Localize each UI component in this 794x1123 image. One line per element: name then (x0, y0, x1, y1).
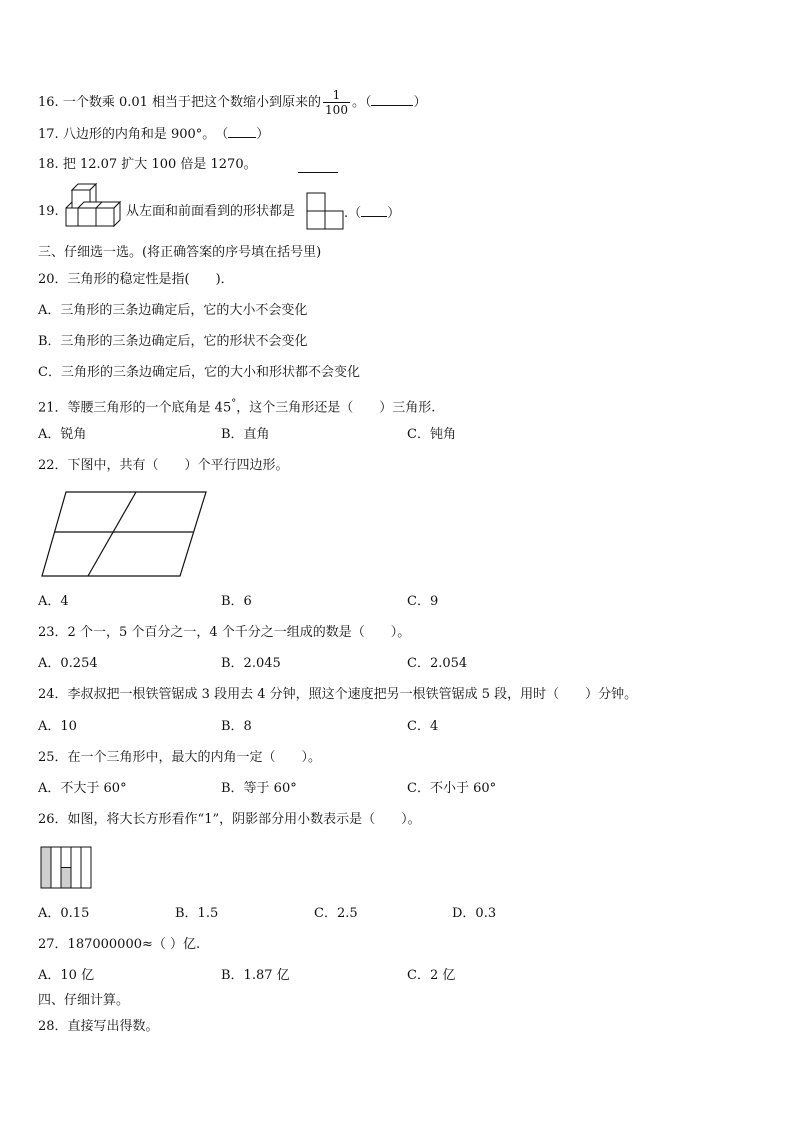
question-19-answer (344, 203, 400, 223)
question-18 (38, 156, 257, 174)
question-16-text: 一个数乘 0.01 相当于把这个数缩小到原来的 (62, 95, 322, 110)
question-24-option-a[interactable]: A．10 (38, 719, 77, 734)
question-20-option-c[interactable]: C．三角形的三条边确定后，它的大小和形状都不会变化 (38, 365, 360, 380)
question-24-option-c[interactable]: C．4 (407, 719, 439, 734)
question-27-stem: 27．187000000≈（ ）亿. (38, 937, 201, 952)
question-23-option-a[interactable]: A．0.254 (38, 656, 98, 671)
rectangle-shading-figure (40, 846, 94, 890)
cube-stack-figure (64, 182, 126, 232)
question-27-option-b[interactable]: B．1.87 亿 (221, 968, 290, 983)
question-22-option-c[interactable]: C．9 (407, 594, 439, 609)
shaded-strip (41, 847, 51, 888)
question-18-number: 18. (38, 157, 59, 172)
question-21-stem-part-b: ，这个三角形还是（ ）三角形. (236, 400, 436, 416)
question-19-number: 19. (38, 204, 59, 219)
question-23-option-b[interactable]: B．2.045 (221, 656, 281, 671)
question-21-option-b[interactable]: B．直角 (221, 427, 270, 442)
question-17-text: 八边形的内角和是 900°。 （ (62, 127, 229, 142)
fraction-denominator: 100 (325, 103, 348, 117)
question-23-stem: 23．2 个一，5 个百分之一，4 个千分之一组成的数是（ ）。 (38, 625, 411, 640)
question-28-stem: 28．直接写出得数。 (38, 1019, 159, 1034)
question-21-stem (38, 395, 435, 417)
question-16-open-paren: 。（ (351, 95, 372, 110)
parallelogram-outline (42, 492, 206, 576)
question-26-stem: 26．如图，将大长方形看作“1”，阴影部分用小数表示是（ ）。 (38, 812, 421, 827)
question-21-option-a[interactable]: A．锐角 (38, 427, 87, 442)
fraction-one-hundredth (323, 88, 350, 117)
question-22-option-a[interactable]: A．4 (38, 594, 69, 609)
section-4-heading: 四、仔细计算。 (38, 993, 130, 1008)
question-25-option-b[interactable]: B．等于 60° (221, 781, 297, 796)
question-20-option-b[interactable]: B．三角形的三条边确定后，它的形状不会变化 (38, 334, 308, 349)
question-26-option-b[interactable]: B．1.5 (175, 906, 219, 921)
question-26-option-a[interactable]: A．0.15 (38, 906, 90, 921)
shaded-half-strip (61, 868, 71, 889)
question-19-number-line (38, 203, 59, 221)
question-23-option-c[interactable]: C．2.054 (407, 656, 468, 671)
question-24-stem: 24．李叔叔把一根铁管锯成 3 段用去 4 分钟，照这个速度把另一根铁管锯成 5 段，用时（ ）分钟。 (38, 687, 638, 702)
question-20-stem: 20．三角形的稳定性是指( )． (38, 272, 234, 287)
question-17-number: 17. (38, 127, 59, 142)
question-17 (38, 124, 269, 144)
question-25-option-c[interactable]: C．不小于 60° (407, 781, 497, 796)
question-16 (38, 88, 426, 117)
question-18-text: 把 12.07 扩大 100 倍是 1270。 (62, 157, 257, 172)
answer-blank-18[interactable] (298, 159, 338, 173)
question-22-stem: 22．下图中，共有（ ）个平行四边形。 (38, 458, 289, 473)
section-3-heading: 三、仔细选一选。(将正确答案的序号填在括号里) (38, 245, 322, 260)
parallelogram-midline-slanted (88, 492, 136, 576)
question-21-option-c[interactable]: C．钝角 (407, 427, 456, 442)
question-27-option-a[interactable]: A．10 亿 (38, 968, 95, 983)
question-16-number: 16. (38, 95, 59, 110)
question-19-close-paren: ） (387, 206, 401, 221)
degree-mark: ° (231, 398, 237, 409)
question-26-option-c[interactable]: C．2.5 (314, 906, 358, 921)
answer-blank-19[interactable] (361, 203, 387, 217)
question-27-option-c[interactable]: C．2 亿 (407, 968, 456, 983)
answer-blank-17[interactable] (228, 124, 256, 138)
fraction-numerator: 1 (323, 88, 350, 103)
question-20-option-a[interactable]: A．三角形的三条边确定后，它的大小不会变化 (38, 303, 308, 318)
view-shape-figure (306, 192, 346, 230)
question-21-stem-part-a: 21．等腰三角形的一个底角是 45 (38, 400, 232, 416)
question-17-close-paren: ） (256, 127, 270, 142)
parallelogram-figure (38, 488, 210, 580)
question-16-close-paren: ） (413, 95, 427, 110)
question-26-option-d[interactable]: D．0.3 (452, 906, 497, 921)
question-24-option-b[interactable]: B．8 (221, 719, 252, 734)
question-25-option-a[interactable]: A．不大于 60° (38, 781, 127, 796)
question-25-stem: 25．在一个三角形中，最大的内角一定（ ）。 (38, 750, 322, 765)
question-19-text: 从左面和前面看到的形状都是 (126, 204, 296, 219)
answer-blank-16[interactable] (371, 92, 413, 106)
question-22-option-b[interactable]: B．6 (221, 594, 252, 609)
question-19-open-paren: .（ (344, 206, 362, 221)
question-19-text-line (126, 203, 295, 221)
